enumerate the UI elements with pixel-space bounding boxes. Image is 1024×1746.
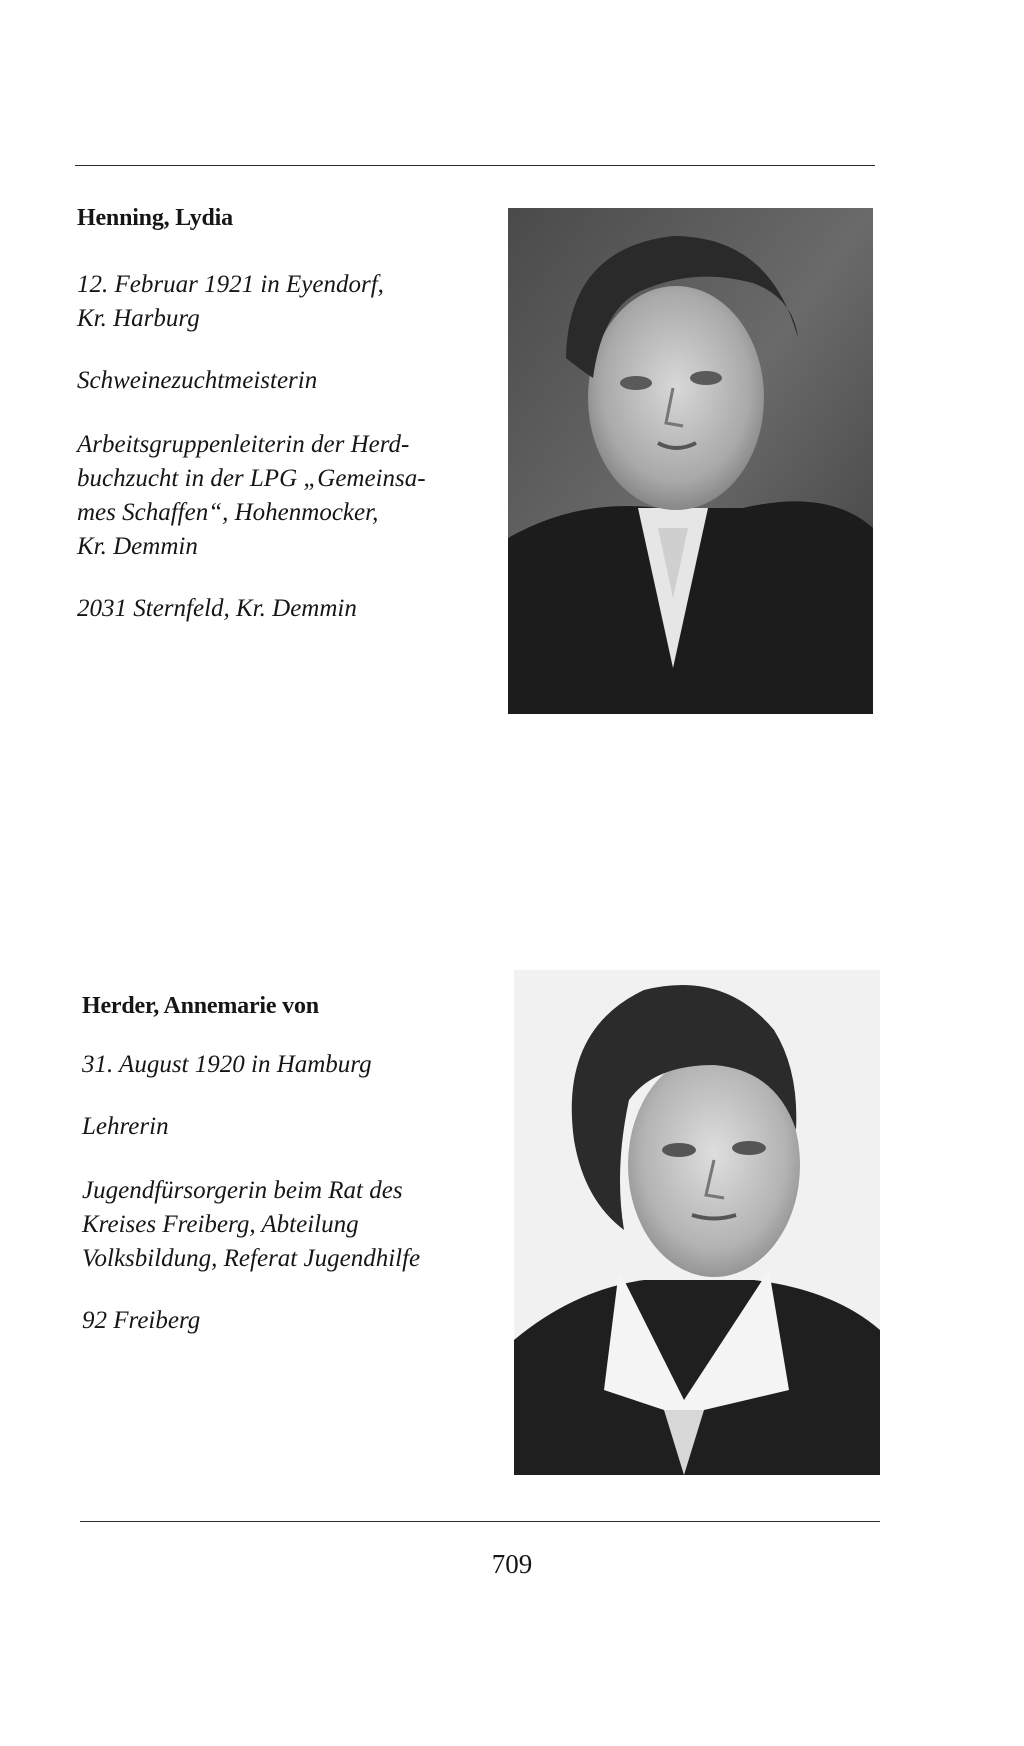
position-line: Kr. Demmin bbox=[77, 533, 198, 560]
position-line: mes Schaffen“, Hohenmocker, bbox=[77, 499, 379, 526]
position-line: Jugendfürsorgerin beim Rat des bbox=[82, 1177, 403, 1204]
position-line: buchzucht in der LPG „Gemeinsa- bbox=[77, 465, 426, 492]
entry-name: Herder, Annemarie von bbox=[82, 993, 319, 1019]
entry-address: 92 Freiberg bbox=[82, 1307, 201, 1334]
portrait-photo-herder bbox=[514, 970, 880, 1475]
entry-profession: Lehrerin bbox=[82, 1113, 169, 1140]
position-line: Volksbildung, Referat Jugendhilfe bbox=[82, 1245, 421, 1272]
birth-line: 12. Februar 1921 in Eyendorf, bbox=[77, 271, 384, 298]
top-rule bbox=[75, 165, 875, 166]
portrait-photo-henning bbox=[508, 208, 873, 714]
page-number: 709 bbox=[491, 1549, 533, 1579]
position-line: Kreises Freiberg, Abteilung bbox=[82, 1211, 359, 1238]
entry-profession: Schweinezuchtmeisterin bbox=[77, 367, 318, 394]
entry-birth: 31. August 1920 in Hamburg bbox=[82, 1051, 372, 1078]
bottom-rule bbox=[80, 1521, 880, 1522]
entry-name: Henning, Lydia bbox=[77, 205, 233, 231]
entry-birth bbox=[77, 268, 437, 336]
position-line: Arbeitsgruppenleiterin der Herd- bbox=[77, 431, 410, 458]
entry-position bbox=[77, 428, 437, 564]
entry-henning bbox=[77, 205, 437, 626]
entry-position bbox=[82, 1174, 442, 1276]
entry-address: 2031 Sternfeld, Kr. Demmin bbox=[77, 595, 357, 622]
entry-herder bbox=[82, 993, 442, 1338]
birth-line: Kr. Harburg bbox=[77, 305, 200, 332]
